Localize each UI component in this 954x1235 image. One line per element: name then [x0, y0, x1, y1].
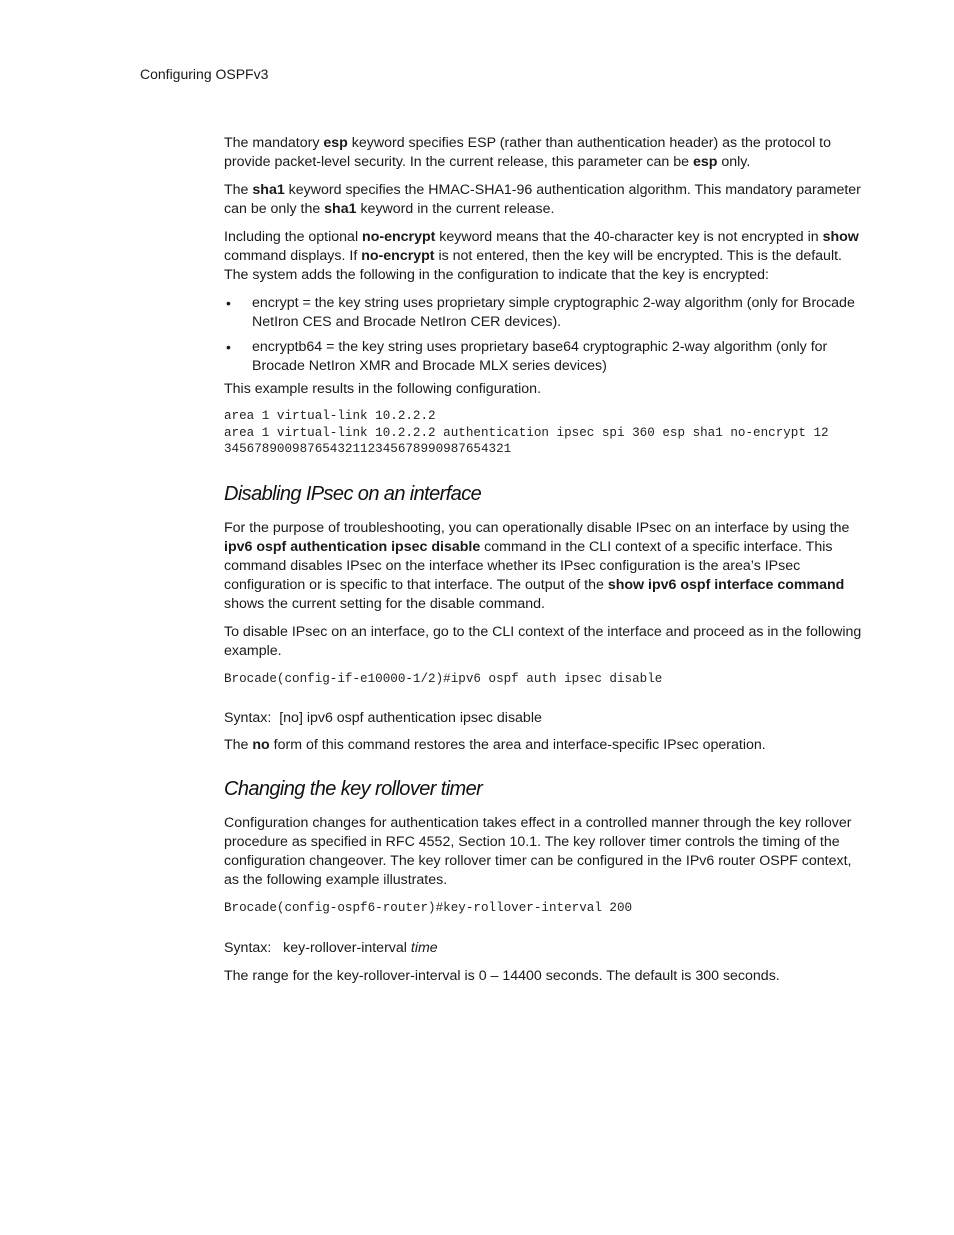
text: is not entered, then the key will be encrypted. This is the default. The system adds the following in the configuration to indicate that the key is encrypted: — [224, 248, 842, 283]
section-heading: Changing the key rollover timer — [224, 778, 483, 800]
list-item-text: encrypt = the key string uses proprietary simple cryptographic 2-way algorithm (only for Brocade NetIron CES and Brocade NetIron CER devices). — [252, 295, 855, 330]
code-block: Brocade(config-ospf6-router)#key-rollover-interval 200 — [224, 901, 633, 915]
page-body — [224, 134, 870, 995]
paragraph-disable-desc — [224, 519, 870, 614]
paragraph-range: The range for the key-rollover-interval is 0 – 14400 seconds. The default is 300 seconds. — [224, 967, 780, 984]
list-item — [224, 294, 870, 332]
keyword: ipv6 ospf authentication ipsec disable — [224, 538, 481, 555]
syntax-command: key-rollover-interval — [283, 939, 407, 956]
text: keyword specifies the HMAC-SHA1-96 authentication algorithm. This mandatory parameter can be only the — [224, 182, 861, 217]
list-item — [224, 338, 870, 376]
text: The — [224, 182, 253, 198]
text: command in the CLI context of a specific interface. This command disables IPsec on the interface whether its IPsec configuration is the area’s IPsec configuration or is specific to that interface. The output of the — [224, 538, 833, 593]
text: keyword in the current release. — [356, 201, 555, 217]
text: The — [224, 737, 253, 753]
text: keyword specifies ESP (rather than authentication header) as the protocol to provide packet-level security. In the current release, this parameter can be — [224, 135, 832, 170]
keyword: no-encrypt — [361, 248, 435, 264]
keyword: show ipv6 ospf interface command — [607, 576, 845, 593]
keyword: esp — [692, 154, 718, 170]
syntax-argument: time — [410, 939, 438, 956]
syntax-command: [no] ipv6 ospf authentication ipsec disable — [279, 710, 542, 726]
text: only. — [717, 154, 751, 170]
code-block: area 1 virtual-link 10.2.2.2 area 1 virtual-link 10.2.2.2 authentication ipsec spi 360 esp sha1 no-encrypt 12 34567890098765432112345678990987654321 — [224, 409, 829, 456]
syntax-line — [224, 709, 870, 728]
keyword: show — [822, 229, 859, 245]
paragraph-rollover-desc: Configuration changes for authentication takes effect in a controlled manner through the key rollover procedure as specified in RFC 4552, Section 10.1. The key rollover timer controls the timing of the configuration changeover. The key rollover timer can be configured in the IPv6 router OSPF context, as the following example illustrates. — [224, 815, 852, 888]
paragraph-example-intro: This example results in the following configuration. — [224, 381, 542, 397]
bullet-icon: • — [226, 295, 231, 311]
text: For the purpose of troubleshooting, you can operationally disable IPsec on an interface by using the — [224, 519, 850, 536]
paragraph-esp — [224, 134, 870, 172]
paragraph-no-encrypt — [224, 228, 870, 285]
keyword: sha1 — [252, 182, 285, 198]
syntax-label: Syntax: — [224, 710, 272, 726]
bullet-icon: • — [226, 339, 231, 355]
text: Including the optional — [224, 229, 363, 245]
list-item-text: encryptb64 = the key string uses proprietary base64 cryptographic 2-way algorithm (only for Brocade NetIron XMR and Brocade MLX series devices) — [252, 339, 828, 374]
text: form of this command restores the area and interface-specific IPsec operation. — [269, 737, 766, 753]
keyword: no-encrypt — [362, 229, 436, 245]
paragraph-disable-howto: To disable IPsec on an interface, go to the CLI context of the interface and proceed as in the following example. — [224, 623, 862, 659]
keyword: no — [252, 737, 270, 753]
keyword: esp — [323, 135, 348, 151]
syntax-label: Syntax: — [224, 939, 272, 956]
text: shows the current setting for the disable command. — [224, 595, 545, 612]
text: The mandatory — [224, 135, 324, 151]
running-header: Configuring OSPFv3 — [140, 66, 269, 82]
keyword: sha1 — [324, 201, 357, 217]
text: command displays. If — [224, 248, 362, 264]
paragraph-no-form — [224, 736, 870, 755]
paragraph-sha1 — [224, 181, 870, 219]
section-heading: Disabling IPsec on an interface — [224, 482, 482, 505]
bullet-list — [224, 294, 870, 376]
text: keyword means that the 40-character key is not encrypted in — [435, 229, 823, 245]
syntax-line — [224, 939, 870, 958]
code-block: Brocade(config-if-e10000-1/2)#ipv6 ospf auth ipsec disable — [224, 671, 663, 686]
